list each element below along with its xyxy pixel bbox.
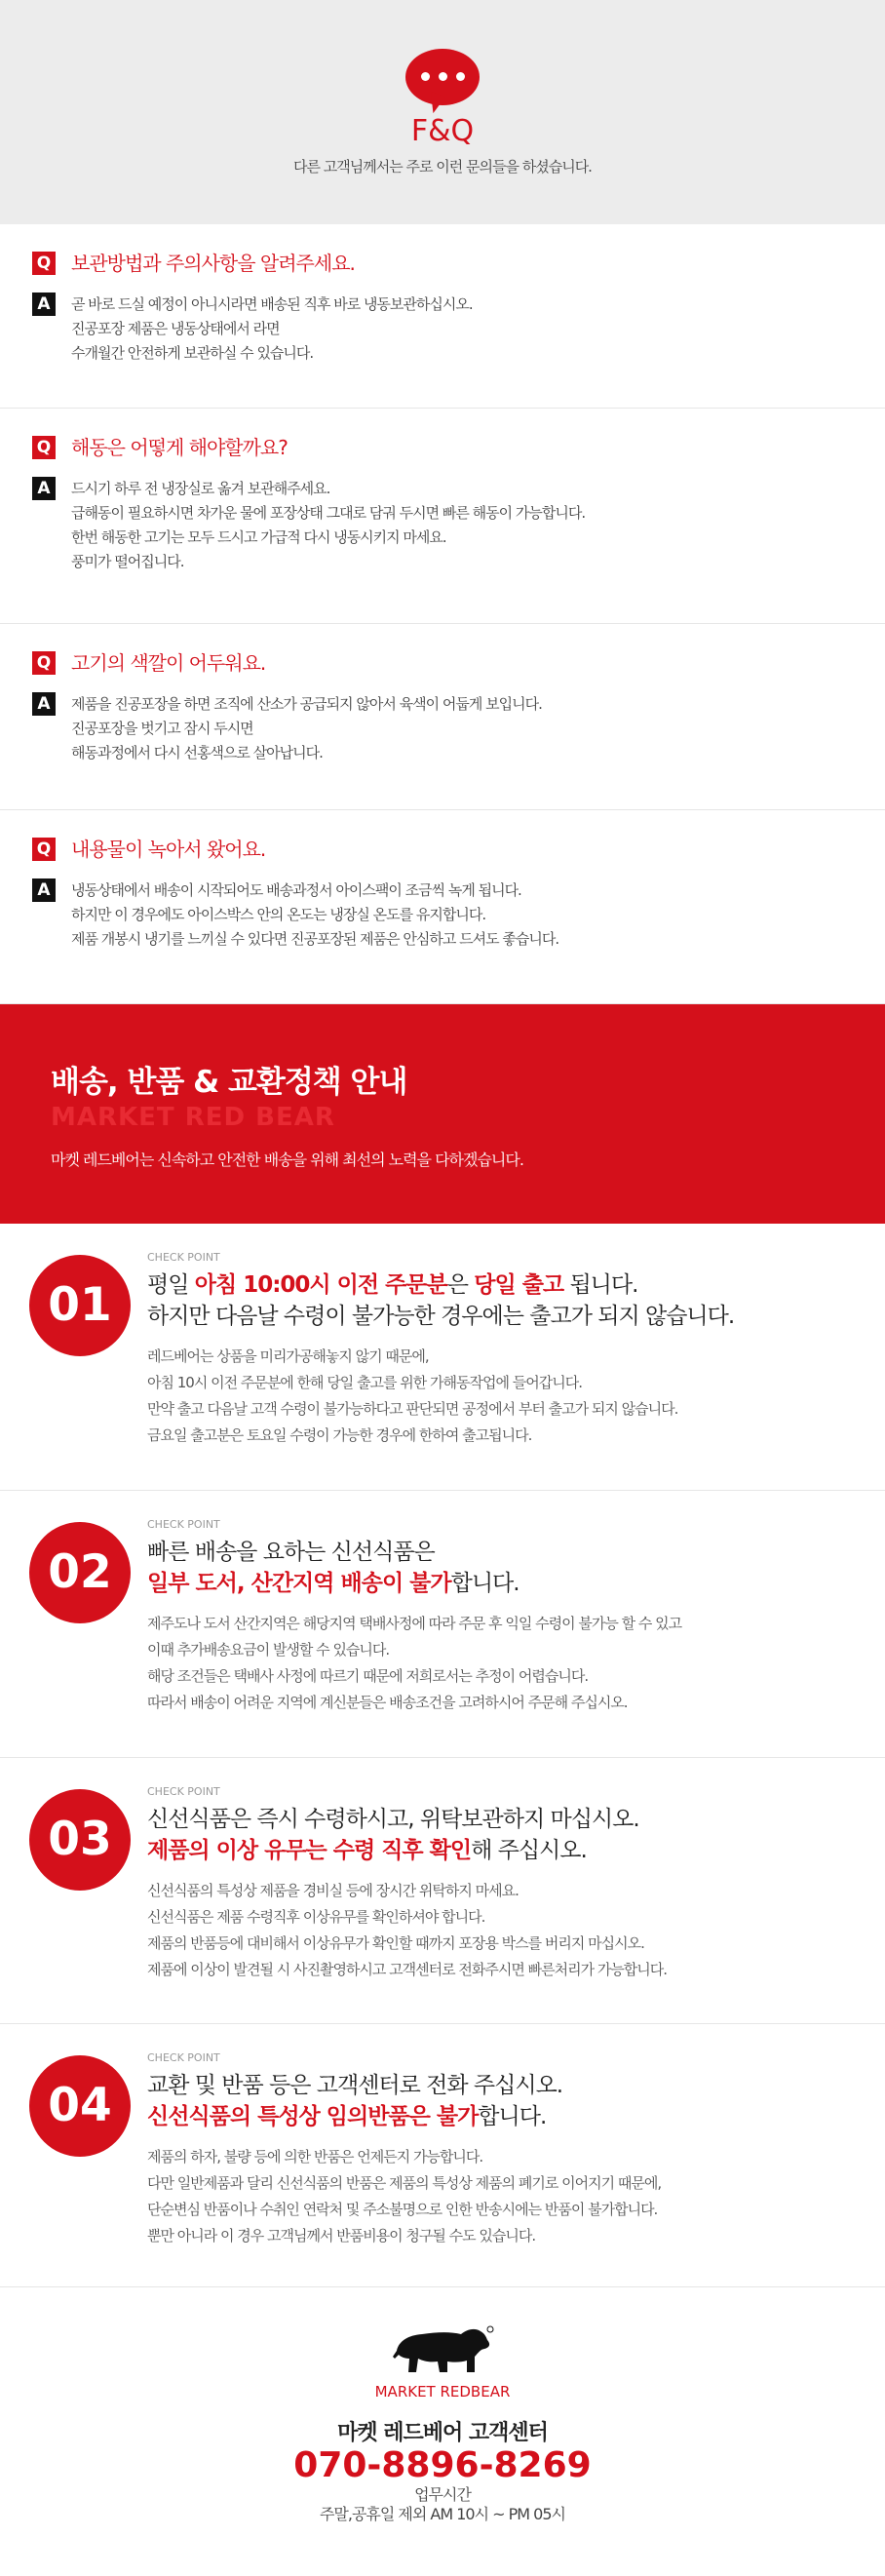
headline-highlight: 제품의 이상 유무는 수령 직후 확인 xyxy=(147,1838,472,1863)
policy-banner xyxy=(0,1004,885,1224)
faq-answer xyxy=(71,477,585,574)
faq-item xyxy=(0,409,885,624)
headline-highlight: 아침 10:00시 이전 주문분 xyxy=(194,1272,447,1298)
faq-list xyxy=(0,224,885,1004)
headline-line xyxy=(147,1301,734,1332)
question-badge: Q xyxy=(32,651,56,675)
faq-item xyxy=(0,224,885,409)
answer-badge: A xyxy=(32,692,56,716)
detail-line: 다만 일반제품과 달리 신선식품의 반품은 제품의 특성상 제품의 폐기로 이어지기 때문에, xyxy=(147,2174,662,2192)
checkpoint-list xyxy=(0,1224,885,2286)
detail-line: 제품의 하자, 불량 등에 의한 반품은 언제든지 가능합니다. xyxy=(147,2148,483,2166)
answer-line: 하지만 이 경우에도 아이스박스 안의 온도는 냉장실 온도를 유지합니다. xyxy=(71,906,486,923)
answer-line: 제품을 진공포장을 하면 조직에 산소가 공급되지 않아서 육색이 어둡게 보입니다. xyxy=(71,695,542,713)
faq-answer xyxy=(71,692,542,765)
headline-text: 신선식품은 즉시 수령하시고, 위탁보관하지 마십시오. xyxy=(147,1807,639,1832)
headline-line xyxy=(147,2070,661,2101)
detail-line: 아침 10시 이전 주문분에 한해 당일 출고를 위한 가해동작업에 들어갑니다. xyxy=(147,1374,582,1391)
faq-question: 고기의 색깔이 어두워요. xyxy=(71,651,266,675)
answer-line: 한번 해동한 고기는 모두 드시고 가급적 다시 냉동시키지 마세요. xyxy=(71,528,446,546)
headline-text: 해 주십시오. xyxy=(471,1838,587,1863)
answer-line: 제품 개봉시 냉기를 느끼실 수 있다면 진공포장된 제품은 안심하고 드셔도 좋습니다. xyxy=(71,930,559,948)
checkpoint-number: 03 xyxy=(29,1789,131,1891)
detail-line: 단순변심 반품이나 수취인 연락처 및 주소불명으로 인한 반송시에는 반품이 불가합니다. xyxy=(147,2201,658,2218)
detail-line: 레드베어는 상품을 미리가공해놓지 않기 때문에, xyxy=(147,1347,429,1365)
faq-question: 보관방법과 주의사항을 알려주세요. xyxy=(71,252,355,275)
checkpoint-headline xyxy=(147,2070,661,2132)
answer-line: 진공포장 제품은 냉동상태에서 라면 xyxy=(71,320,280,337)
headline-text: 빠른 배송을 요하는 신선식품은 xyxy=(147,1540,435,1565)
headline-highlight: 일부 도서, 산간지역 배송이 불가 xyxy=(147,1571,451,1596)
question-badge: Q xyxy=(32,436,56,459)
policy-brand: MARKET RED BEAR xyxy=(51,1103,335,1132)
headline-text: 은 xyxy=(446,1272,475,1298)
checkpoint-item xyxy=(0,1224,885,1491)
headline-line xyxy=(147,1537,681,1568)
checkpoint-number: 02 xyxy=(29,1522,131,1623)
checkpoint-headline xyxy=(147,1804,667,1866)
checkpoint-details xyxy=(147,1611,681,1716)
faq-header xyxy=(0,0,885,224)
headline-text: 합니다. xyxy=(450,1571,519,1596)
detail-line: 만약 출고 다음날 고객 수령이 불가능하다고 판단되면 공정에서 부터 출고가 되지 않습니다. xyxy=(147,1400,678,1418)
cs-phone-number[interactable]: 070-8896-8269 xyxy=(293,2445,592,2485)
headline-highlight: 당일 출고 xyxy=(474,1272,564,1298)
checkpoint-number: 01 xyxy=(29,1255,131,1356)
headline-text: 됩니다. xyxy=(563,1272,638,1298)
policy-description: 마켓 레드베어는 신속하고 안전한 배송을 위해 최선의 노력을 다하겠습니다. xyxy=(51,1151,523,1169)
checkpoint-label: CHECK POINT xyxy=(147,1251,220,1264)
detail-line: 뿐만 아니라 이 경우 고객님께서 반품비용이 청구될 수도 있습니다. xyxy=(147,2227,536,2244)
answer-line: 곧 바로 드실 예정이 아니시라면 배송된 직후 바로 냉동보관하십시오. xyxy=(71,295,473,313)
headline-line xyxy=(147,1835,667,1866)
faq-question: 해동은 어떻게 해야할까요? xyxy=(71,436,288,459)
detail-line: 제주도나 도서 산간지역은 해당지역 택배사정에 따라 주문 후 익일 수령이 불가능 할 수 있고 xyxy=(147,1615,682,1632)
detail-line: 해당 조건들은 택배사 사정에 따르기 때문에 저희로서는 추정이 어렵습니다. xyxy=(147,1667,589,1685)
checkpoint-details xyxy=(147,1878,667,1983)
question-badge: Q xyxy=(32,252,56,275)
detail-line: 따라서 배송이 어려운 지역에 계신분들은 배송조건을 고려하시어 주문해 주십시오. xyxy=(147,1694,628,1711)
answer-line: 급해동이 필요하시면 차가운 물에 포장상태 그대로 담궈 두시면 빠른 해동이 가능합니다. xyxy=(71,504,586,522)
checkpoint-number: 04 xyxy=(29,2055,131,2157)
answer-line: 드시기 하루 전 냉장실로 옮겨 보관해주세요. xyxy=(71,480,330,497)
headline-text: 하지만 다음날 수령이 불가능한 경우에는 출고가 되지 않습니다. xyxy=(147,1304,735,1329)
checkpoint-headline xyxy=(147,1269,734,1332)
policy-title: 배송, 반품 & 교환정책 안내 xyxy=(51,1065,407,1100)
checkpoint-details xyxy=(147,2144,661,2249)
checkpoint-item xyxy=(0,1491,885,1758)
answer-line: 수개월간 안전하게 보관하실 수 있습니다. xyxy=(71,344,314,362)
chat-bubble-icon xyxy=(405,49,480,111)
headline-line xyxy=(147,1568,681,1599)
cs-label: 마켓 레드베어 고객센터 xyxy=(337,2421,548,2445)
answer-line: 냉동상태에서 배송이 시작되어도 배송과정서 아이스팩이 조금씩 녹게 됩니다. xyxy=(71,881,521,899)
checkpoint-item xyxy=(0,1758,885,2024)
faq-answer xyxy=(71,878,558,952)
detail-line: 제품에 이상이 발견될 시 사진촬영하시고 고객센터로 전화주시면 빠른처리가 가능합니다. xyxy=(147,1961,668,1978)
brand-name: MARKET REDBEAR xyxy=(374,2383,511,2400)
checkpoint-label: CHECK POINT xyxy=(147,1518,220,1531)
answer-line: 해동과정에서 다시 선홍색으로 살아납니다. xyxy=(71,744,323,761)
headline-line xyxy=(147,2101,661,2132)
detail-line: 신선식품의 특성상 제품을 경비실 등에 장시간 위탁하지 마세요. xyxy=(147,1882,519,1899)
headline-highlight: 신선식품의 특성상 임의반품은 불가 xyxy=(147,2104,479,2129)
answer-badge: A xyxy=(32,477,56,500)
headline-line xyxy=(147,1804,667,1835)
headline-text: 평일 xyxy=(147,1272,195,1298)
question-badge: Q xyxy=(32,838,56,861)
headline-line xyxy=(147,1269,734,1301)
checkpoint-details xyxy=(147,1344,734,1449)
hours-label: 업무시간 xyxy=(414,2485,471,2504)
hours-text: 주말,공휴일 제외 AM 10시 ~ PM 05시 xyxy=(319,2505,566,2523)
detail-line: 금요일 출고분은 토요일 수령이 가능한 경우에 한하여 출고됩니다. xyxy=(147,1426,532,1444)
headline-text: 교환 및 반품 등은 고객센터로 전화 주십시오. xyxy=(147,2073,563,2098)
checkpoint-item xyxy=(0,2024,885,2286)
detail-line: 이때 추가배송요금이 발생할 수 있습니다. xyxy=(147,1641,390,1659)
bear-logo-icon xyxy=(389,2322,496,2375)
faq-title: F&Q xyxy=(410,114,475,148)
faq-item xyxy=(0,624,885,810)
checkpoint-label: CHECK POINT xyxy=(147,1785,220,1798)
answer-line: 풍미가 떨어집니다. xyxy=(71,553,184,570)
answer-badge: A xyxy=(32,878,56,902)
headline-text: 합니다. xyxy=(478,2104,547,2129)
answer-badge: A xyxy=(32,293,56,316)
faq-question: 내용물이 녹아서 왔어요. xyxy=(71,838,266,861)
checkpoint-headline xyxy=(147,1537,681,1599)
checkpoint-label: CHECK POINT xyxy=(147,2051,220,2064)
answer-line: 진공포장을 벗기고 잠시 두시면 xyxy=(71,720,253,737)
detail-line: 제품의 반품등에 대비해서 이상유무가 확인할 때까지 포장용 박스를 버리지 마십시오. xyxy=(147,1934,644,1952)
faq-subtitle: 다른 고객님께서는 주로 이런 문의들을 하셨습니다. xyxy=(293,158,592,176)
customer-center xyxy=(0,2286,885,2536)
faq-item xyxy=(0,810,885,1004)
detail-line: 신선식품은 제품 수령직후 이상유무를 확인하셔야 합니다. xyxy=(147,1908,485,1926)
faq-answer xyxy=(71,293,473,366)
